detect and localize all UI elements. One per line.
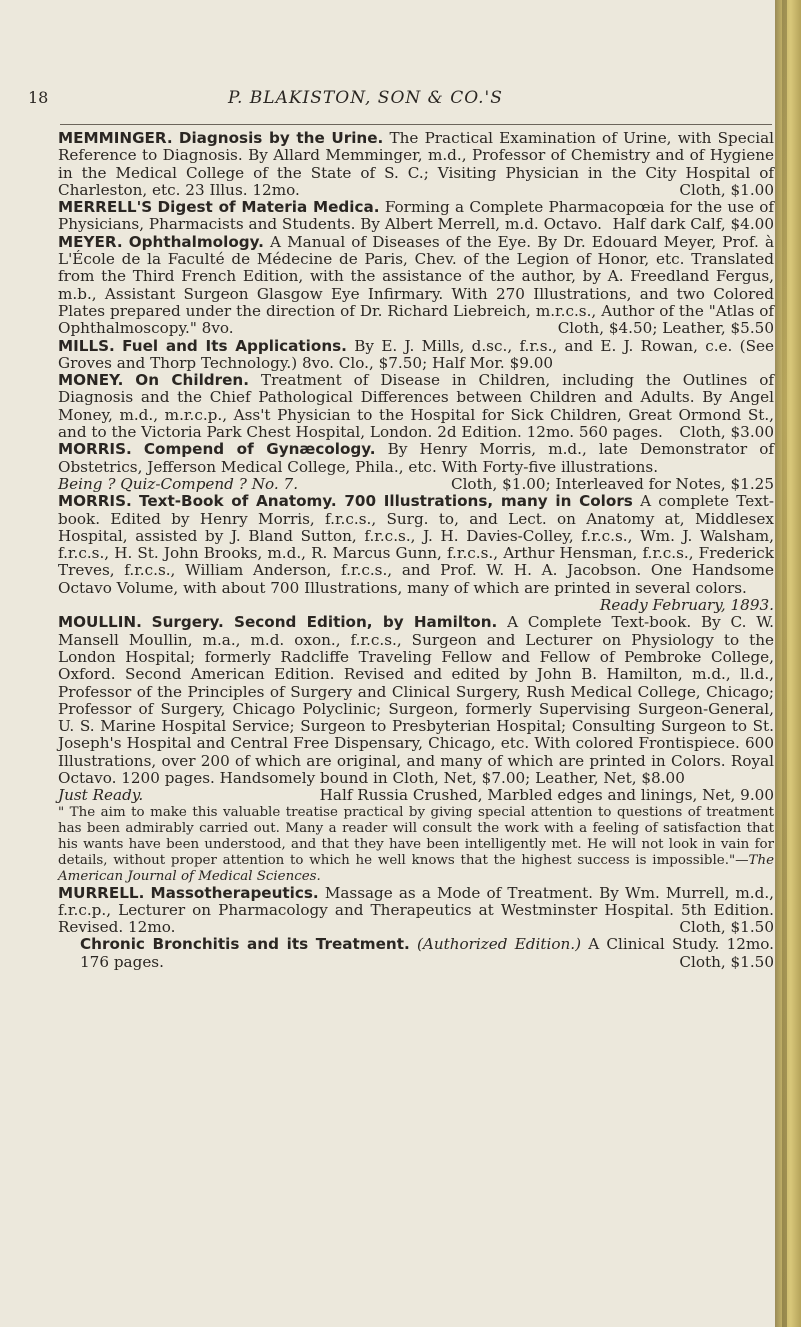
entry-price: Cloth, $3.00 xyxy=(679,423,774,442)
entry-subject: Ophthalmology. xyxy=(128,232,264,251)
catalog-content xyxy=(58,130,774,971)
page-number: 18 xyxy=(28,88,49,107)
catalog-entry xyxy=(58,372,774,441)
header-rule xyxy=(60,124,772,125)
review-quote-text: " The aim to make this valuable treatise practical by giving special attention to questions of treatment has been admirably carried out. Many a reader will consult the work with a feeling of satisfaction that his wants have been understood, and that they have been intelligently met. He will not look in vain for details, without proper attention to which he well knows that the highest success is impossible."— xyxy=(58,804,774,868)
entry-heading: MOULLIN. xyxy=(58,613,142,632)
entry-heading: MEYER. xyxy=(58,232,123,251)
entry-subject: Compend of Gynæcology. xyxy=(143,440,376,459)
entry-subject: Digest of Materia Medica. xyxy=(157,198,380,217)
entry-price: Cloth, $1.00 xyxy=(679,180,774,199)
entry-price: Cloth, $4.50; Leather, $5.50 xyxy=(557,319,774,338)
catalog-entry xyxy=(58,614,774,884)
entry-subject: Surgery. Second Edition, by Hamilton. xyxy=(151,613,498,632)
entry-subject: Chronic Bronchitis and its Treatment. xyxy=(80,935,410,954)
entry-heading: MERRELL'S xyxy=(58,198,153,217)
running-head: P. BLAKISTON, SON & CO.'S xyxy=(228,88,503,108)
page-edge-shadow xyxy=(782,0,787,1327)
entry-body: Forming a Complete Pharmacopœia for the use of Physicians, Pharmacists and Students. By Albert Merrell, m.d. Octavo. xyxy=(58,198,775,234)
entry-subject: Massotherapeutics. xyxy=(150,883,319,902)
entry-price: Ready February, 1893. xyxy=(599,596,774,615)
entry-body: By E. J. Mills, d.sc., f.r.s., and E. J. Rowan, c.e. (See Groves and Thorp Technology.) 8vo. Clo., $7.50; Half Mor. $9.00 xyxy=(58,336,774,372)
entry-body: Massage as a Mode of Treatment. By Wm. Murrell, m.d., f.r.c.p., Lecturer on Pharmacology and Therapeutics at Westminster Hospital. 5th Edition. Revised. 12mo. xyxy=(58,883,775,937)
page-edge xyxy=(775,0,801,1327)
entry-price: Half dark Calf, $4.00 xyxy=(612,215,774,234)
catalog-entry xyxy=(58,338,774,373)
entry-heading: MEMMINGER. xyxy=(58,129,173,147)
entry-body: A Clinical Study. 12mo. 176 pages. xyxy=(80,935,774,971)
entry-body: A Manual of Diseases of the Eye. By Dr. Edouard Meyer, Prof. à L'École de la Faculté de Médecine de Paris, Chev. of the Legion of Honor, etc. Translated from the Third French Edition, with the assistance of the author, by A. Freedland Fergus, m.b., Assistant Surgeon Glasgow Eye Infirmary. With 270 Illustrations, and two Colored Plates prepared under the direction of Dr. Richard Liebreich, m.r.c.s., Author of the "Atlas of Ophthalmoscopy." 8vo. xyxy=(58,232,775,338)
entry-heading: MURRELL. xyxy=(58,883,145,902)
entry-body: The Practical Examination of Urine, with Special Reference to Diagnosis. By Allard Memminger, m.d., Professor of Chemistry and of Hygiene in the Medical College of the State of S. C.; Visiting Physician in the City Hospital of Charleston, etc. 23 Illus. 12mo. xyxy=(58,129,775,199)
entry-subject: Diagnosis by the Urine. xyxy=(178,129,384,147)
catalog-entry xyxy=(58,199,774,234)
page-header xyxy=(28,88,768,112)
review-quote xyxy=(58,805,774,885)
entry-heading: MORRIS. xyxy=(58,440,132,459)
catalog-entry xyxy=(58,936,774,971)
entry-heading: MILLS. xyxy=(58,336,115,355)
entry-body: A Complete Text-book. By C. W. Mansell Moullin, m.a., m.d. oxon., f.r.c.s., Surgeon and Lecturer on Physiology to the London Hospital; formerly Radcliffe Traveling Fellow and Fellow of Pembroke College, Oxford. Second American Edition. Revised and edited by John B. Hamilton, m.d., ll.d., Professor of the Principles of Surgery and Clinical Surgery, Rush Medical College, Chicago; Professor of Surgery, Chicago Polyclinic; Surgeon, formerly Supervising Surgeon-General, U. S. Marine Hospital Service; Surgeon to Presbyterian Hospital; Consulting Surgeon to St. Joseph's Hospital and Central Free Dispensary, Chicago, etc. With colored Frontispiece. 600 Illustrations, over 200 of which are original, and many of which are printed in Colors. Royal Octavo. 1200 pages. Handsomely bound in Cloth, Net, $7.00; Leather, Net, $8.00 xyxy=(58,613,774,787)
entry-body: By Henry Morris, m.d., late Demonstrator of Obstetrics, Jefferson Medical College, Phila., etc. With Forty-five illustrations. xyxy=(58,440,775,476)
entry-ready: Just Ready. xyxy=(58,786,144,805)
catalog-entry xyxy=(58,441,774,493)
entry-price: Cloth, $1.50 xyxy=(679,952,774,971)
entry-subject: Fuel and Its Applications. xyxy=(122,336,347,355)
entry-price: Cloth, $1.00; Interleaved for Notes, $1.25 xyxy=(450,474,774,493)
entry-heading: MORRIS. xyxy=(58,492,132,511)
catalog-entry xyxy=(58,493,774,614)
catalog-entry xyxy=(58,130,774,199)
entry-edition: (Authorized Edition.) xyxy=(416,935,582,954)
entry-subject: Text-Book of Anatomy. 700 Illustrations, many in Colors xyxy=(139,492,633,511)
review-source: The American Journal of Medical Sciences. xyxy=(58,852,774,884)
entry-body: A complete Text-book. Edited by Henry Morris, f.r.c.s., Surg. to, and Lect. on Anatomy at, Middlesex Hospital, assisted by J. Bland Sutton, f.r.c.s., J. H. Davies-Colley, f.r.c.s., Wm. J. Walsham, f.r.c.s., H. St. John Brooks, m.d., R. Marcus Gunn, f.r.c.s., Arthur Hensman, f.r.c.s., Frederick Treves, f.r.c.s., William Anderson, f.r.c.s., and Prof. W. H. A. Jacobson. One Handsome Octavo Volume, with about 700 Illustrations, many of which are printed in several colors. xyxy=(58,492,774,597)
entry-series: Being ? Quiz-Compend ? No. 7. xyxy=(58,474,299,493)
entry-price: Half Russia Crushed, Marbled edges and linings, Net, 9.00 xyxy=(319,786,774,805)
entry-heading: MONEY. xyxy=(58,371,124,390)
entry-subject: On Children. xyxy=(135,371,250,390)
catalog-entry xyxy=(58,234,774,338)
entry-body: Treatment of Disease in Children, including the Outlines of Diagnosis and the Chief Pathological Differences between Children and Adults. By Angel Money, m.d., m.r.c.p., Ass't Physician to the Hospital for Sick Children, Great Ormond St., and to the Victoria Park Chest Hospital, London. 2d Edition. 12mo. 560 pages. xyxy=(58,371,774,442)
catalog-entry xyxy=(58,885,774,937)
entry-price: Cloth, $1.50 xyxy=(679,918,774,937)
